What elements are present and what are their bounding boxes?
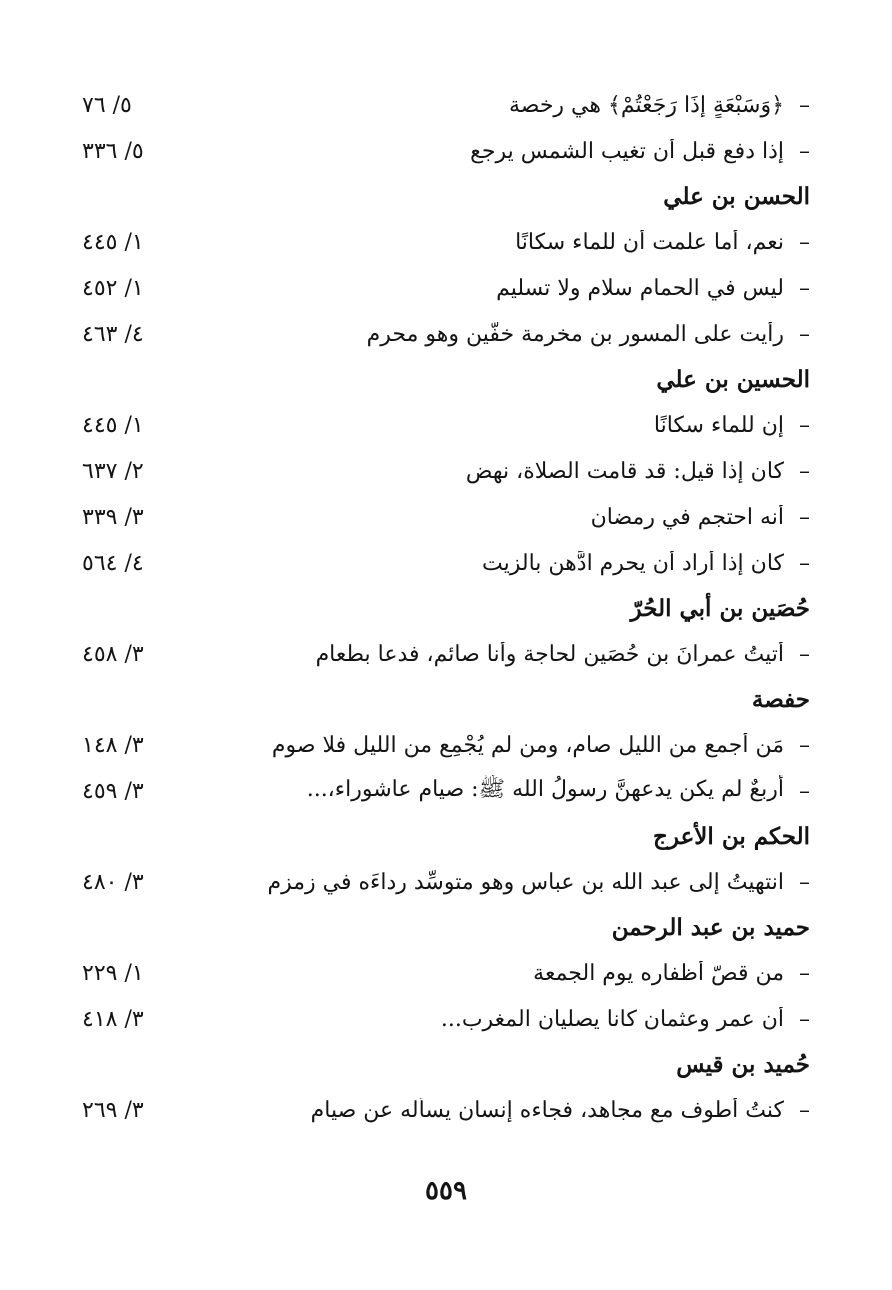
entry-dash: –	[799, 458, 810, 484]
narrator-name: حُصَين بن أبي الحُرّ	[630, 595, 810, 622]
entry-text: ليس في الحمام سلام ولا تسليم	[496, 275, 784, 301]
volume-page-reference: ٣/ ٤٥٨	[82, 641, 144, 667]
entry-dash: –	[799, 92, 810, 118]
index-entry	[82, 265, 810, 311]
index-content	[82, 82, 810, 1133]
narrator-name: الحكم بن الأعرج	[653, 823, 810, 850]
volume-page-reference: ٤/ ٥٦٤	[82, 550, 144, 576]
entry-text: انتهيتُ إلى عبد الله بن عباس وهو متوسِّد رداءَه في زمزم	[267, 869, 784, 895]
volume-page-reference: ١/ ٤٤٥	[82, 229, 144, 255]
entry-dash: –	[799, 778, 810, 804]
narrator-heading	[82, 174, 810, 219]
entry-text: أتيتُ عمرانَ بن حُصَين لحاجة وأنا صائم، فدعا بطعام	[315, 641, 784, 667]
entry-text: أنه احتجم في رمضان	[590, 504, 784, 530]
entry-text: نعم، أما علمت أن للماء سكانًا	[515, 229, 784, 255]
entry-dash: –	[799, 412, 810, 438]
index-entry	[82, 1087, 810, 1133]
narrator-name: حميد بن عبد الرحمن	[611, 914, 810, 941]
volume-page-reference: ٤/ ٤٦٣	[82, 321, 144, 347]
index-entry	[82, 768, 810, 814]
volume-page-reference: ١/ ٢٢٩	[82, 960, 144, 986]
volume-page-reference: ٣/ ١٤٨	[82, 732, 144, 758]
narrator-name: حُميد بن قيس	[676, 1051, 810, 1078]
entry-dash: –	[799, 1006, 810, 1032]
narrator-heading	[82, 814, 810, 859]
index-entry	[82, 722, 810, 768]
entry-dash: –	[799, 550, 810, 576]
volume-page-reference: ٣/ ٤٥٩	[82, 778, 144, 804]
entry-text: ﴿وَسَبْعَةٍ إِذَا رَجَعْتُمْ﴾ هي رخصة	[508, 92, 784, 118]
index-entry	[82, 631, 810, 677]
entry-text: من قصّ أظفاره يوم الجمعة	[533, 960, 784, 986]
narrator-heading	[82, 677, 810, 722]
entry-text: أربعٌ لم يكن يدعهنَّ رسولُ الله ﷺ: صيام عاشوراء،...	[306, 777, 784, 802]
volume-page-reference: ٣/ ٤١٨	[82, 1006, 144, 1032]
volume-page-reference: ٣/ ٣٣٩	[82, 504, 144, 530]
volume-page-reference: ١/ ٤٤٥	[82, 412, 144, 438]
volume-page-reference: ٣/ ٢٦٩	[82, 1097, 144, 1123]
narrator-name: الحسين بن علي	[656, 366, 810, 393]
narrator-heading	[82, 357, 810, 402]
index-entry	[82, 494, 810, 540]
entry-text: كان إذا قيل: قد قامت الصلاة، نهض	[465, 458, 784, 484]
index-entry	[82, 859, 810, 905]
entry-dash: –	[799, 321, 810, 347]
index-entry	[82, 311, 810, 357]
volume-page-reference: ١/ ٤٥٢	[82, 275, 144, 301]
entry-dash: –	[799, 138, 810, 164]
volume-page-reference: ٥/ ٧٦	[82, 92, 132, 118]
entry-text: مَن أجمع من الليل صام، ومن لم يُجْمِع من الليل فلا صوم	[271, 732, 784, 758]
narrator-name: الحسن بن علي	[663, 183, 810, 210]
narrator-heading	[82, 1042, 810, 1087]
volume-page-reference: ٣/ ٤٨٠	[82, 869, 144, 895]
index-entry	[82, 402, 810, 448]
volume-page-reference: ٢/ ٦٣٧	[82, 458, 144, 484]
index-entry	[82, 540, 810, 586]
index-entry	[82, 128, 810, 174]
volume-page-reference: ٥/ ٣٣٦	[82, 138, 144, 164]
index-entry	[82, 219, 810, 265]
entry-text: رأيت على المسور بن مخرمة خفَّين وهو محرم	[366, 321, 784, 347]
entry-dash: –	[799, 1097, 810, 1123]
entry-text: إن للماء سكانًا	[653, 412, 784, 438]
index-entry	[82, 950, 810, 996]
entry-text: كنتُ أطوف مع مجاهد، فجاءه إنسان يسأله عن صيام	[310, 1097, 784, 1123]
entry-text: إذا دفع قبل أن تغيب الشمس يرجع	[470, 138, 784, 164]
index-entry	[82, 82, 810, 128]
entry-dash: –	[799, 869, 810, 895]
entry-dash: –	[799, 504, 810, 530]
index-entry	[82, 996, 810, 1042]
narrator-heading	[82, 586, 810, 631]
narrator-heading	[82, 905, 810, 950]
entry-dash: –	[799, 275, 810, 301]
narrator-name: حفصة	[751, 686, 810, 713]
entry-dash: –	[799, 641, 810, 667]
entry-text: كان إذا أراد أن يحرم ادَّهن بالزيت	[482, 550, 784, 576]
entry-dash: –	[799, 732, 810, 758]
entry-dash: –	[799, 960, 810, 986]
entry-dash: –	[799, 229, 810, 255]
index-entry	[82, 448, 810, 494]
entry-text: أن عمر وعثمان كانا يصليان المغرب...	[440, 1006, 784, 1032]
page-number: ٥٥٩	[425, 1176, 467, 1206]
